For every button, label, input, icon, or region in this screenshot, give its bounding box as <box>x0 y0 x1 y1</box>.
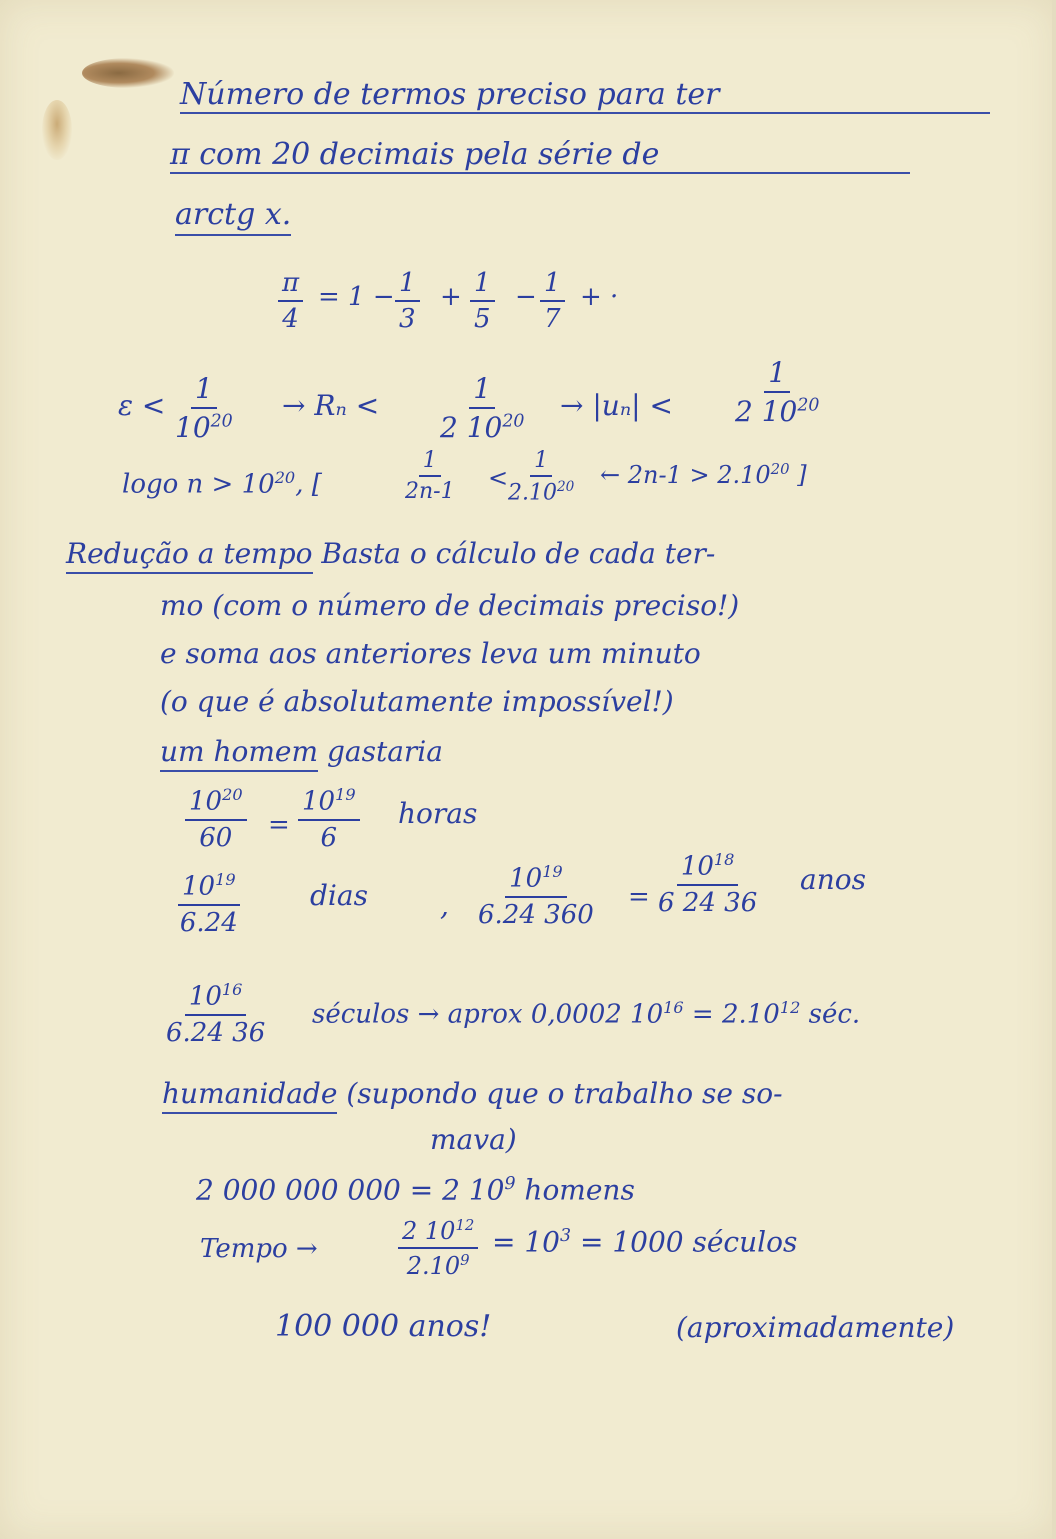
arctg-label: arctg x. <box>175 197 291 236</box>
years-unit: anos <box>800 863 866 896</box>
homem-lead: um homem <box>160 735 318 772</box>
title-line-1: Número de termos preciso para ter <box>180 80 990 114</box>
homem-line <box>160 735 443 768</box>
series-op-1: + <box>440 282 462 312</box>
frac-num: 1 <box>530 448 552 477</box>
hours-frac-b <box>298 785 360 853</box>
frac-den: 6.24 36 <box>166 1017 266 1048</box>
frac-den <box>735 393 819 428</box>
base: 10 <box>509 863 543 894</box>
frac-den: 7 <box>544 304 561 334</box>
final-value: 100 000 anos! <box>275 1309 492 1344</box>
centuries-text-a: séculos → aprox 0,0002 10 <box>312 999 664 1030</box>
title-line-2: π com 20 decimais pela série de <box>170 140 910 174</box>
frac-den: 3 <box>399 304 416 334</box>
frac-num: 1 <box>540 268 565 302</box>
base: 2.10 <box>406 1252 461 1280</box>
hours-eq: = <box>268 810 290 840</box>
logo-frac-1 <box>405 448 455 504</box>
base: 2 10 <box>402 1217 456 1245</box>
frac-num <box>185 980 247 1016</box>
exponent: 16 <box>221 980 243 999</box>
humanidade-lead: humanidade <box>162 1077 337 1114</box>
days-frac-c <box>658 850 757 918</box>
base: 10 <box>680 851 714 882</box>
frac-den <box>175 409 233 444</box>
exponent: 20 <box>797 395 820 416</box>
exponent: 20 <box>502 411 525 432</box>
humanidade-line-1 <box>162 1077 783 1110</box>
frac-den: 60 <box>199 822 233 853</box>
tempo-result-b: = 1000 séculos <box>579 1225 798 1259</box>
exponent: 19 <box>335 785 356 804</box>
paragraph-line-1 <box>66 537 716 570</box>
exponent: 9 <box>504 1174 516 1194</box>
frac-num <box>298 785 360 821</box>
exponent: 3 <box>560 1226 572 1246</box>
final-note: (aproximadamente) <box>676 1311 955 1344</box>
frac-den: 6 <box>320 822 338 853</box>
base: 10 <box>302 786 336 817</box>
paragraph-line1-text: Basta o cálculo de cada ter- <box>321 537 716 570</box>
frac-den <box>440 409 524 444</box>
logo-suffix <box>600 462 807 487</box>
frac-num: 1 <box>191 372 217 409</box>
epsilon-frac-1 <box>175 372 233 444</box>
base: 10 <box>189 786 223 817</box>
base: 10 <box>182 871 216 902</box>
exponent: 20 <box>770 460 790 478</box>
epsilon-prefix: ε < <box>118 389 166 422</box>
frac-num: 1 <box>764 356 790 393</box>
humanidade-line-2: mava) <box>430 1123 517 1156</box>
epsilon-arrow-2: → |uₙ| < <box>560 389 673 422</box>
exponent: 19 <box>542 862 563 881</box>
exponent: 20 <box>274 468 296 487</box>
hours-unit: horas <box>398 797 478 830</box>
bracket-close: ] <box>797 461 807 489</box>
population-text: 2 000 000 000 = 2 10 <box>196 1173 505 1207</box>
series-tail: + · <box>580 282 619 312</box>
centuries-text-c: séc. <box>808 999 861 1030</box>
punch-hole-tear <box>82 58 174 88</box>
title-line-3 <box>175 197 292 232</box>
base: 10 <box>188 981 222 1012</box>
frac-num: 1 <box>470 268 495 302</box>
frac-num <box>398 1216 478 1249</box>
base: 10 <box>175 411 211 444</box>
logo-text: logo n > 10 <box>122 469 275 500</box>
tempo-result <box>492 1225 798 1259</box>
pi-over-4 <box>278 268 303 334</box>
frac-num: 1 <box>419 448 441 477</box>
frac-num <box>505 862 567 898</box>
frac-den: 5 <box>474 304 491 334</box>
population-line <box>196 1173 635 1207</box>
logo-lt: < <box>488 464 509 492</box>
centuries-frac <box>166 980 265 1048</box>
days-frac-b <box>478 862 594 930</box>
exponent: 20 <box>222 785 243 804</box>
days-unit: dias <box>310 879 368 912</box>
logo-suffix-text: ← 2n-1 > 2.10 <box>600 461 771 489</box>
frac-den: 6 24 36 <box>658 887 758 918</box>
exponent: 12 <box>779 998 801 1017</box>
exponent: 16 <box>663 998 684 1017</box>
base: 2.10 <box>508 480 557 506</box>
centuries-text <box>312 1000 860 1028</box>
frac-num: 1 <box>469 372 495 409</box>
tempo-label: Tempo → <box>200 1234 318 1264</box>
centuries-text-b: = 2.10 <box>691 999 780 1030</box>
days-eq: = <box>628 882 650 912</box>
population-unit: homens <box>524 1173 635 1207</box>
days-comma: , <box>440 889 449 922</box>
paragraph-line-4: (o que é absolutamente impossível!) <box>160 685 674 718</box>
paragraph-line-3: e soma aos anteriores leva um minuto <box>160 637 701 670</box>
frac-den <box>508 477 574 505</box>
exponent: 19 <box>215 870 236 889</box>
exponent: 9 <box>460 1251 470 1269</box>
paragraph-lead: Redução a tempo <box>66 537 313 574</box>
epsilon-frac-2 <box>440 372 524 444</box>
epsilon-arrow-1: → Rₙ < <box>282 389 380 422</box>
series-frac-1-5 <box>470 268 495 334</box>
base: 2 10 <box>440 411 503 444</box>
tempo-frac <box>398 1216 478 1280</box>
frac-num <box>178 870 240 906</box>
frac-den: 2n-1 <box>405 479 455 504</box>
frac-den: 4 <box>282 304 299 334</box>
exponent: 20 <box>210 411 233 432</box>
paragraph-line-2: mo (com o número de decimais preciso!) <box>160 589 740 622</box>
frac-den: 6.24 <box>179 907 238 938</box>
frac-num: 1 <box>395 268 420 302</box>
frac-num: π <box>278 268 303 302</box>
series-frac-1-7 <box>540 268 565 334</box>
paper-stain <box>42 100 72 160</box>
tempo-result-a: = 10 <box>492 1225 560 1259</box>
homem-verb: gastaria <box>326 735 443 768</box>
frac-num <box>677 850 739 886</box>
series-frac-1-3 <box>395 268 420 334</box>
exponent: 18 <box>713 850 735 869</box>
humanidade-text: (supondo que o trabalho se so- <box>346 1077 783 1110</box>
logo-frac-2 <box>508 448 574 505</box>
frac-den: 6.24 360 <box>478 899 594 930</box>
exponent: 20 <box>556 479 575 495</box>
logo-prefix <box>122 470 322 498</box>
hours-frac-a <box>185 785 247 853</box>
bracket-open: , [ <box>295 469 322 500</box>
base: 2 10 <box>735 395 798 428</box>
exponent: 12 <box>455 1216 475 1234</box>
page-edge <box>1052 0 1056 1539</box>
frac-den <box>407 1249 470 1280</box>
frac-num <box>185 785 247 821</box>
series-eq: = 1 − <box>318 282 395 312</box>
days-frac-a <box>178 870 240 938</box>
epsilon-frac-3 <box>735 356 819 428</box>
series-op-2: − <box>515 282 537 312</box>
